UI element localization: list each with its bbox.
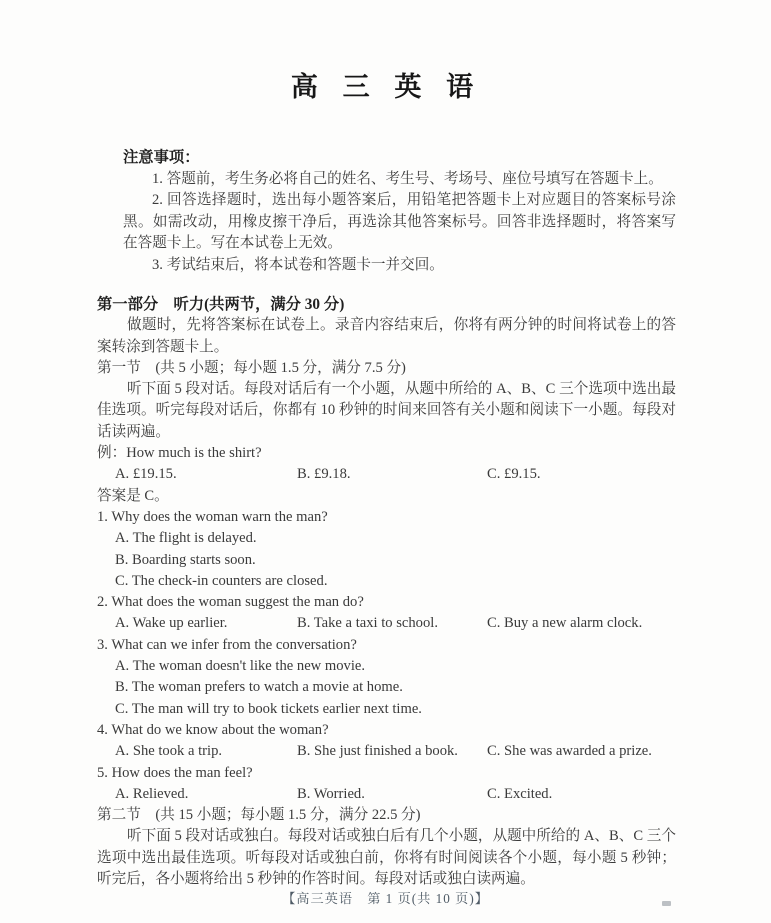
question-3-text: 3. What can we infer from the conversation?: [97, 636, 357, 653]
part1-heading: 第一部分 听力(共两节，满分 30 分): [97, 296, 345, 313]
part1-intro: 做题时，先将答案标在试卷上。录音内容结束后，你将有两分钟的时间将试卷上的答案转涂到答题卡上。: [97, 317, 676, 355]
question-1: [97, 507, 676, 592]
example-option-a: A. £19.15.: [115, 466, 177, 483]
notice-heading: 注意事项：: [123, 149, 200, 166]
page-title: 高 三 英 语: [290, 72, 483, 102]
notice-item-1: 1. 答题前，考生务必将自己的姓名、考生号、考场号、座位号填写在答题卡上。: [152, 170, 663, 187]
section1-instructions: 听下面 5 段对话。每段对话后有一个小题，从题中所给的 A、B、C 三个选项中选出最佳选项。听完每段对话后，你都有 10 秒钟的时间来回答有关小题和阅读下一小题。每段对话读两遍。: [97, 381, 676, 440]
scan-smudge-artifact: [662, 901, 671, 906]
example-question: How much is the shirt?: [126, 445, 262, 462]
question-5: [97, 763, 676, 806]
question-4-options-row: [97, 741, 676, 762]
example-option-c: C. £9.15.: [487, 466, 541, 483]
example-answer-note: 答案是 C。: [97, 487, 169, 504]
page-footer: 【高三英语 第 1 页(共 10 页)】: [282, 891, 489, 906]
question-4-option-b: B. She just finished a book.: [297, 743, 458, 760]
notice-item-3: 3. 考试结束后，将本试卷和答题卡一并交回。: [152, 256, 444, 273]
example-question-line: [97, 443, 676, 464]
section1-heading: 第一节 (共 5 小题；每小题 1.5 分，满分 7.5 分): [97, 359, 406, 376]
question-1-option-a: A. The flight is delayed.: [115, 530, 257, 547]
question-4-text: 4. What do we know about the woman?: [97, 721, 329, 738]
notice-item-2: 2. 回答选择题时，选出每小题答案后，用铅笔把答题卡上对应题目的答案标号涂黑。如需改动，用橡皮擦干净后，再选涂其他答案标号。回答非选择题时，将答案写在答题卡上。写在本试卷上无效。: [123, 192, 676, 251]
question-5-option-c: C. Excited.: [487, 785, 553, 802]
question-5-options-row: [97, 784, 676, 805]
section2-instructions: 听下面 5 段对话或独白。每段对话或独白后有几个小题，从题中所给的 A、B、C 三个选项中选出最佳选项。听每段对话或独白前，你将有时间阅读各个小题，每小题 5 秒钟；听完后，各小题将给出 5 秒钟的作答时间。每段对话或独白读两遍。: [97, 828, 676, 888]
example-label: 例：: [97, 445, 127, 462]
section2-heading: 第二节 (共 15 小题；每小题 1.5 分，满分 22.5 分): [97, 807, 421, 824]
question-2-option-c: C. Buy a new alarm clock.: [487, 615, 643, 632]
question-1-option-c: C. The check-in counters are closed.: [115, 572, 328, 589]
question-5-option-b: B. Worried.: [297, 785, 365, 802]
question-4-option-c: C. She was awarded a prize.: [487, 743, 652, 760]
question-5-option-a: A. Relieved.: [115, 785, 189, 802]
question-5-text: 5. How does the man feel?: [97, 764, 253, 781]
question-4-option-a: A. She took a trip.: [115, 743, 223, 760]
question-2-option-a: A. Wake up earlier.: [115, 615, 228, 632]
question-2: [97, 592, 676, 635]
question-1-text: 1. Why does the woman warn the man?: [97, 508, 328, 525]
question-2-options-row: [97, 613, 676, 634]
question-3: [97, 635, 676, 720]
question-4: [97, 720, 676, 763]
example-option-b: B. £9.18.: [297, 466, 351, 483]
question-2-text: 2. What does the woman suggest the man do?: [97, 594, 364, 611]
example-options-row: [97, 464, 676, 485]
question-3-option-c: C. The man will try to book tickets earlier next time.: [115, 700, 422, 717]
question-2-option-b: B. Take a taxi to school.: [297, 615, 438, 632]
question-3-option-a: A. The woman doesn't like the new movie.: [115, 658, 365, 675]
question-1-option-b: B. Boarding starts soon.: [115, 551, 256, 568]
question-3-option-b: B. The woman prefers to watch a movie at home.: [115, 679, 403, 696]
notice-section: [123, 147, 676, 276]
